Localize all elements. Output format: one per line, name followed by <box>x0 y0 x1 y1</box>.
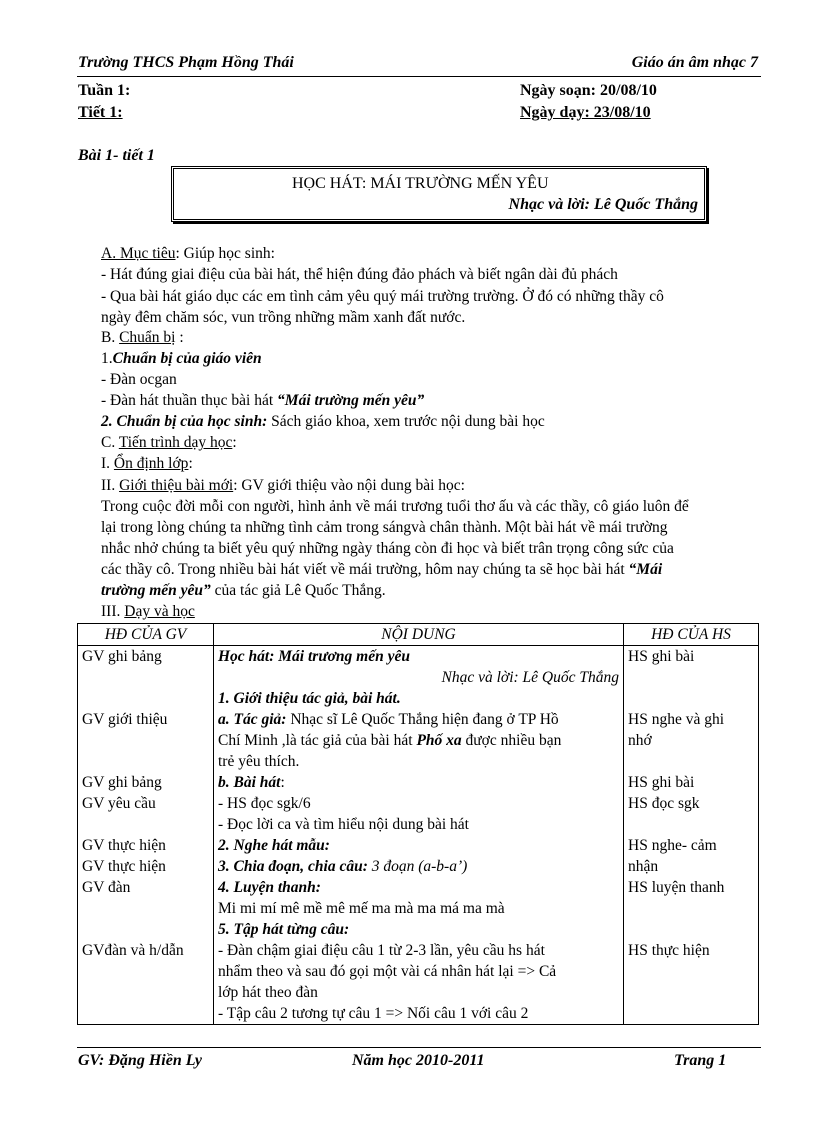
header-rule <box>77 76 761 77</box>
content-text: - Đàn chậm giai điệu câu 1 từ 2-3 lần, yêu cầu hs hát <box>218 942 545 959</box>
table-body-row <box>78 646 759 1025</box>
table-header-row <box>78 624 759 646</box>
lesson-title: HỌC HÁT: MÁI TRƯỜNG MẾN YÊU <box>292 175 549 192</box>
content-title: Học hát: Mái trương mến yêu <box>218 648 410 665</box>
hs-activity: HS thực hiện <box>628 942 710 959</box>
lesson-credit: Nhạc và lời: Lê Quốc Thắng <box>508 196 698 213</box>
content-step: b. Bài hát: <box>218 774 285 791</box>
intro-paragraph-line: nhắc nhở chúng ta biết yêu quý những ngày tháng còn đi học và biết trân trọng công sức của <box>101 540 674 557</box>
gv-activity: GV đàn <box>82 879 131 896</box>
period-label: Tiết 1: <box>78 104 123 121</box>
hs-column <box>624 646 759 1025</box>
hs-activity: HS luyện thanh <box>628 879 725 896</box>
hs-activity: HS ghi bài <box>628 774 695 791</box>
content-step: 1. Giới thiệu tác giả, bài hát. <box>218 690 401 707</box>
footer-teacher: GV: Đặng Hiền Ly <box>78 1052 202 1069</box>
objective-item: - Qua bài hát giáo dục các em tình cảm yêu quý mái trường trường. Ở đó có những thầy cô <box>101 288 664 305</box>
subject-name: Giáo án âm nhạc 7 <box>631 54 758 71</box>
gv-activity: GV yêu cầu <box>82 795 156 812</box>
step-3-heading: III. Dạy và học <box>101 603 195 620</box>
gv-activity: GV giới thiệu <box>82 711 168 728</box>
content-text: a. Tác giả: Nhạc sĩ Lê Quốc Thắng hiện đang ở TP Hồ <box>218 711 559 728</box>
intro-paragraph-line: trường mến yêu” của tác giả Lê Quốc Thắng. <box>101 582 386 599</box>
student-prep: 2. Chuẩn bị của học sinh: Sách giáo khoa, xem trước nội dung bài học <box>101 413 545 430</box>
step-2-heading: II. Giới thiệu bài mới: GV giới thiệu vào nội dung bài học: <box>101 477 465 494</box>
gv-activity: GV thực hiện <box>82 837 166 854</box>
footer-rule <box>77 1047 761 1048</box>
prep-item: - Đàn hát thuần thục bài hát “Mái trường mến yêu” <box>101 392 425 409</box>
hs-activity: nhận <box>628 858 659 875</box>
content-step: 5. Tập hát từng câu: <box>218 921 350 938</box>
date-taught: Ngày dạy: 23/08/10 <box>520 104 651 121</box>
title-box <box>171 166 707 222</box>
section-b-heading: B. Chuẩn bị : <box>101 329 184 346</box>
intro-paragraph-line: các thầy cô. Trong nhiều bài hát viết về mái trường, hôm nay chúng ta sẽ học bài hát “Mái <box>101 561 663 578</box>
content-text: trẻ yêu thích. <box>218 753 300 770</box>
objective-item-cont: ngày đêm chăm sóc, vun trồng những mầm xanh đất nước. <box>101 309 466 326</box>
content-text: - Đọc lời ca và tìm hiểu nội dung bài hát <box>218 816 469 833</box>
prep-item: - Đàn ocgan <box>101 371 177 388</box>
content-text: Chí Minh ,là tác giả của bài hát Phố xa được nhiều bạn <box>218 732 562 749</box>
content-step: 4. Luyện thanh: <box>218 879 321 896</box>
section-a-heading: A. Mục tiêu: Giúp học sinh: <box>101 245 275 262</box>
school-name: Trường THCS Phạm Hồng Thái <box>78 54 294 71</box>
content-step: 2. Nghe hát mẫu: <box>218 837 330 854</box>
content-text: lớp hát theo đàn <box>218 984 318 1001</box>
hs-activity: HS đọc sgk <box>628 795 700 812</box>
objective-item: - Hát đúng giai điệu của bài hát, thể hiện đúng đảo phách và biết ngân dài đủ phách <box>101 266 618 283</box>
intro-paragraph-line: lại trong lòng chúng ta những tình cảm trong sángvà chân thành. Một bài hát về mái trường <box>101 519 668 536</box>
content-text: Mi mi mí mê mề mê mế ma mà ma má ma mà <box>218 900 505 917</box>
lesson-label: Bài 1- tiết 1 <box>78 147 155 164</box>
intro-paragraph-line: Trong cuộc đời mỗi con người, hình ảnh về mái trương tuổi thơ ấu và các thầy, cô giáo luôn để <box>101 498 689 515</box>
lesson-table <box>77 623 759 1025</box>
gv-activity: GV thực hiện <box>82 858 166 875</box>
hs-activity: HS nghe và ghi <box>628 711 725 728</box>
footer-page: Trang 1 <box>674 1052 727 1069</box>
content-step: 3. Chia đoạn, chia câu: 3 đoạn (a-b-a’) <box>218 858 468 875</box>
footer-year: Năm học 2010-2011 <box>352 1052 485 1069</box>
content-column <box>214 646 624 1025</box>
content-text: nhẩm theo và sau đó gọi một vài cá nhân hát lại => Cả <box>218 963 557 980</box>
content-text: - HS đọc sgk/6 <box>218 795 311 812</box>
gv-activity: GV ghi bảng <box>82 774 162 791</box>
header-gv: HĐ CỦA GV <box>78 624 214 646</box>
section-c-heading: C. Tiến trình dạy học: <box>101 434 237 451</box>
week-label: Tuần 1: <box>78 82 131 99</box>
hs-activity: HS ghi bài <box>628 648 695 665</box>
teacher-prep-heading: 1.Chuẩn bị của giáo viên <box>101 350 262 367</box>
gv-column <box>78 646 214 1025</box>
hs-activity: nhớ <box>628 732 652 749</box>
section-a-label: A. Mục tiêu <box>101 245 176 262</box>
content-text: - Tập câu 2 tương tự câu 1 => Nối câu 1 với câu 2 <box>218 1005 529 1022</box>
gv-activity: GVđàn và h/dẫn <box>82 942 184 959</box>
gv-activity: GV ghi bảng <box>82 648 162 665</box>
header-hs: HĐ CỦA HS <box>624 624 759 646</box>
content-credit: Nhạc và lời: Lê Quốc Thắng <box>441 669 619 686</box>
date-prepared: Ngày soạn: 20/08/10 <box>520 82 657 99</box>
step-1-heading: I. Ổn định lớp: <box>101 455 193 472</box>
header-content: NỘI DUNG <box>214 624 624 646</box>
hs-activity: HS nghe- cảm <box>628 837 717 854</box>
